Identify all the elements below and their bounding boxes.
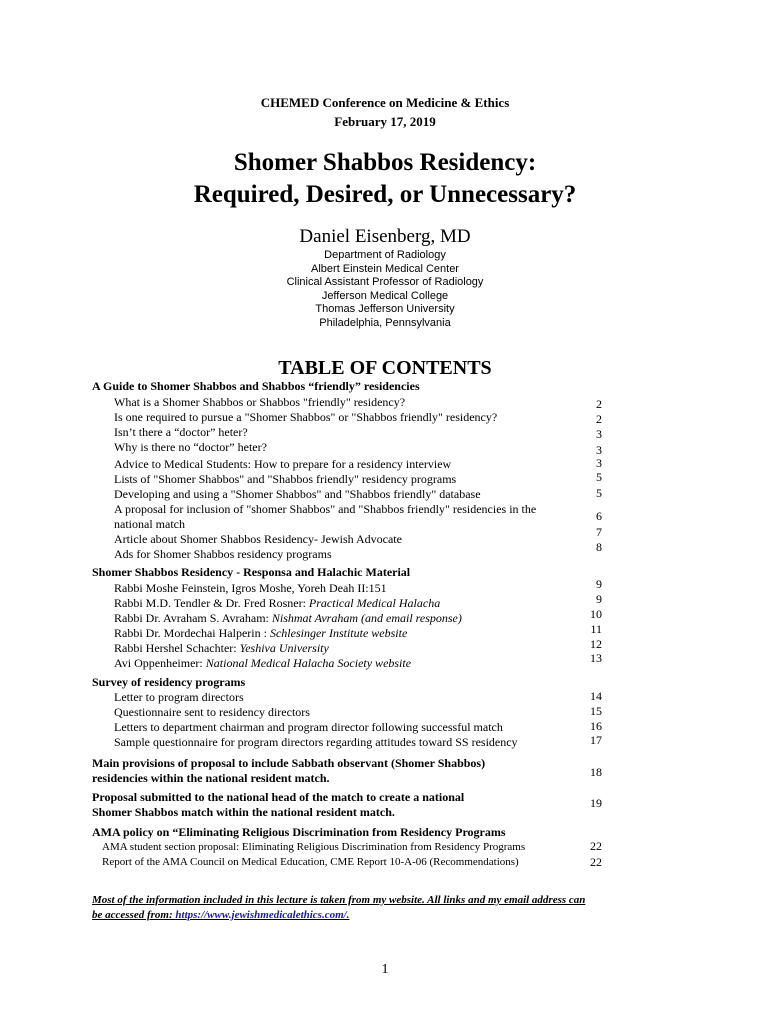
toc-entry-label: Sample questionnaire for program directors regarding attitudes toward SS residency (114, 735, 518, 749)
toc-entry-page: 3 (596, 456, 602, 470)
toc-entry-label: Advice to Medical Students: How to prepare for a residency interview (114, 457, 452, 471)
toc-entry-page: 3 (596, 427, 602, 441)
toc-entry-label: A proposal for inclusion of "shomer Shabbos" and "Shabbos friendly" residencies in the national match (114, 502, 537, 531)
toc-entry-label: Ads for Shomer Shabbos residency programs (114, 547, 332, 561)
website-link[interactable]: https://www.jewishmedicalethics.com/. (175, 909, 350, 921)
toc-entry[interactable] (92, 705, 602, 720)
document-title-line-2: Required, Desired, or Unnecessary? (193, 181, 577, 208)
toc-entry-label: Lists of "Shomer Shabbos" and "Shabbos friendly" residency programs (114, 472, 457, 486)
toc-entry-page: 6 (596, 509, 602, 523)
toc-entry-page: 13 (590, 651, 602, 665)
toc-entry-label: Letter to program directors (114, 690, 244, 704)
conference-name: CHEMED Conference on Medicine & Ethics (260, 95, 510, 110)
footnote (92, 893, 592, 923)
toc-section-heading: Proposal submitted to the national head of the match to create a national Shomer Shabbos match within the national resident match. (92, 790, 465, 819)
toc-entry-page: 8 (596, 540, 602, 554)
toc-entry-label: Rabbi Moshe Feinstein, Igros Moshe, Yoreh Deah II:151 (114, 581, 387, 595)
toc-entry-page: 10 (590, 607, 602, 621)
toc-section (92, 825, 602, 870)
toc-entry-page: 9 (596, 577, 602, 591)
toc-section (92, 565, 602, 671)
affiliation-line: Clinical Assistant Professor of Radiology (286, 276, 484, 288)
toc-entry-source: National Medical Halacha Society website (205, 656, 412, 670)
toc-entry-page: 11 (590, 622, 602, 636)
toc-entry-page: 2 (596, 412, 602, 426)
toc-entry-page: 19 (590, 796, 602, 810)
page-number: 1 (381, 962, 389, 977)
toc-entry-source: Nishmat Avraham (and email response) (271, 611, 462, 625)
toc-entry[interactable] (92, 592, 602, 611)
toc-entry-page: 18 (590, 765, 602, 779)
toc-entry-page: 22 (590, 839, 602, 853)
toc-entry-page: 17 (590, 733, 602, 747)
toc-entry-label: Rabbi Dr. Mordechai Halperin : (114, 626, 270, 640)
toc-entry-label: Rabbi Dr. Avraham S. Avraham: (114, 611, 272, 625)
toc-heading: TABLE OF CONTENTS (278, 357, 492, 379)
toc-section (92, 675, 602, 750)
toc-entry-source: Schlesinger Institute website (269, 626, 408, 640)
toc-entry[interactable] (92, 720, 602, 735)
toc-entry-page: 14 (590, 689, 602, 703)
toc-entry-page: 15 (590, 704, 602, 718)
toc-entry-label: Rabbi Hershel Schachter: (114, 641, 240, 655)
toc-entry-label: Article about Shomer Shabbos Residency- Jewish Advocate (114, 532, 402, 546)
toc-entry-page: 5 (596, 486, 602, 500)
toc-entry[interactable] (92, 457, 602, 472)
toc-entry[interactable] (92, 735, 602, 750)
toc-entry-page: 5 (596, 470, 602, 484)
toc-entry-label: Rabbi M.D. Tendler & Dr. Fred Rosner: (114, 596, 309, 610)
footnote-text: Most of the information included in this lecture is taken from my website. All links and my email address can be accessed from: (92, 894, 586, 921)
affiliation-line: Jefferson Medical College (321, 289, 449, 302)
toc-entry-page: 16 (590, 719, 602, 733)
toc-entry[interactable] (92, 472, 602, 487)
toc-entry[interactable] (92, 410, 602, 425)
toc-entry[interactable] (92, 502, 602, 532)
toc-entry[interactable] (92, 690, 602, 705)
affiliation-line: Albert Einstein Medical Center (311, 262, 459, 275)
toc-entry-label: Questionnaire sent to residency directors (114, 705, 310, 719)
toc-entry-label: Isn’t there a “doctor” heter? (114, 425, 248, 439)
toc-entry-page: 3 (596, 443, 602, 457)
toc-section-heading: Shomer Shabbos Residency - Responsa and Halachic Material (92, 565, 411, 579)
toc-section (92, 379, 602, 562)
author-name: Daniel Eisenberg, MD (299, 226, 471, 247)
affiliation-line: Department of Radiology (324, 249, 446, 261)
toc-section-heading: Main provisions of proposal to include Sabbath observant (Shomer Shabbos) residencies within the national resident match. (92, 756, 486, 785)
toc-entry-page: 2 (596, 397, 602, 411)
toc-entry[interactable] (92, 637, 602, 656)
toc-entry[interactable] (92, 540, 602, 562)
toc-entry[interactable] (92, 840, 602, 855)
toc-section[interactable] (92, 790, 602, 820)
affiliation-line: Thomas Jefferson University (315, 303, 455, 315)
toc-entry[interactable] (92, 525, 602, 547)
toc-section-heading: AMA policy on “Eliminating Religious Discrimination from Residency Programs (92, 825, 506, 839)
toc-entry-label: Avi Oppenheimer: (114, 656, 206, 670)
toc-entry-label: AMA student section proposal: Eliminating Religious Discrimination from Residency Programs (102, 841, 526, 853)
toc-entry[interactable] (92, 425, 602, 440)
toc-entry-page: 7 (596, 525, 602, 539)
toc-entry-page: 12 (590, 637, 602, 651)
toc-entry-source: Yeshiva University (239, 641, 329, 655)
toc-entry[interactable] (92, 855, 602, 870)
toc-entry[interactable] (92, 487, 602, 502)
toc-entry-label: Developing and using a "Shomer Shabbos" and "Shabbos friendly" database (114, 487, 481, 501)
toc-section-heading: Survey of residency programs (92, 675, 246, 689)
toc-entry-label: Is one required to pursue a "Shomer Shabbos" or "Shabbos friendly" residency? (114, 410, 498, 424)
toc-entry-label: What is a Shomer Shabbos or Shabbos "friendly" residency? (114, 395, 406, 409)
toc-entry[interactable] (92, 607, 602, 626)
toc-section-heading: A Guide to Shomer Shabbos and Shabbos “friendly” residencies (92, 379, 420, 393)
document-title-line-1: Shomer Shabbos Residency: (233, 149, 537, 176)
toc-entry[interactable] (92, 622, 602, 641)
toc-entry-label: Report of the AMA Council on Medical Education, CME Report 10-A-06 (Recommendations) (102, 856, 519, 868)
toc-entry-label: Letters to department chairman and program director following successful match (114, 720, 503, 734)
toc-entry-source: Practical Medical Halacha (308, 596, 441, 610)
toc-entry[interactable] (92, 440, 602, 457)
conference-date: February 17, 2019 (334, 114, 436, 129)
author-affiliations (0, 249, 770, 330)
toc-entry[interactable] (92, 651, 602, 671)
affiliation-line: Philadelphia, Pennsylvania (319, 316, 451, 329)
toc-entry-label: Why is there no “doctor” heter? (114, 440, 267, 454)
toc-entry-page: 9 (596, 592, 602, 606)
toc-entry[interactable] (92, 395, 602, 410)
toc-entry-page: 22 (590, 855, 602, 869)
toc-entry[interactable] (92, 577, 602, 596)
toc-section[interactable] (92, 756, 602, 786)
